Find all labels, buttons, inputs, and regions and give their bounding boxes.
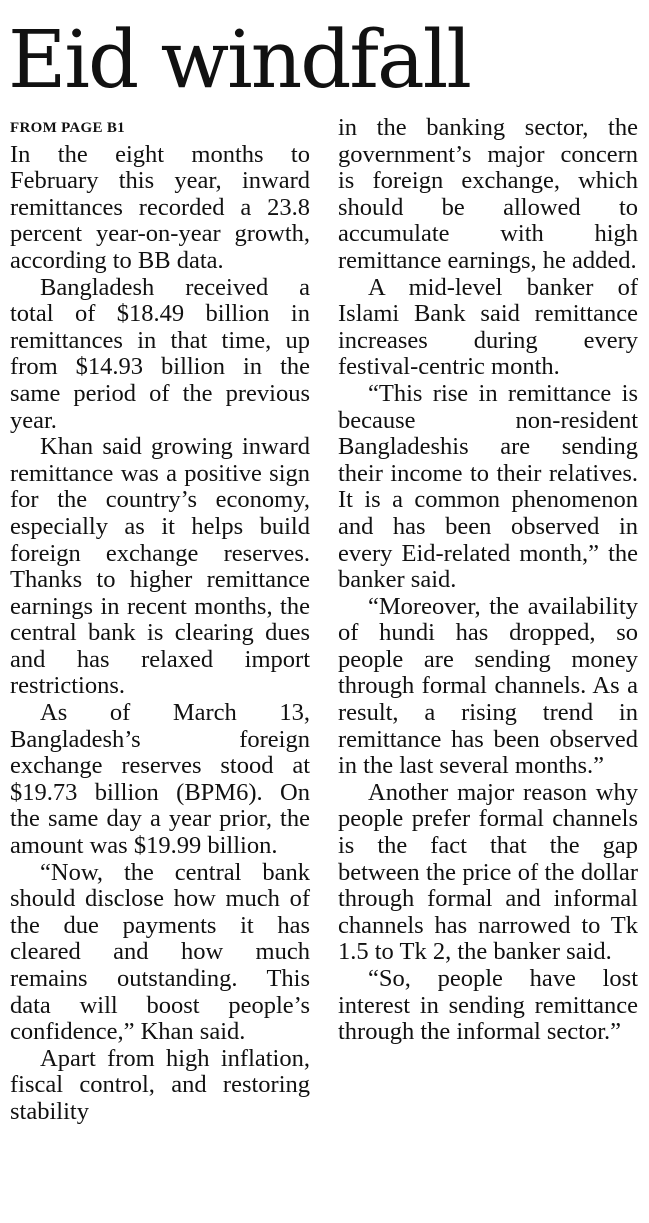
paragraph: in the banking sector, the government’s major concern is foreign exchange, which should be allowed to accumulate with high remittance earnings, he added.: [338, 114, 638, 274]
paragraph: “Moreover, the availability of hundi has dropped, so people are sending money through formal channels. As a result, a rising trend in remittance has been observed in the last several months.”: [338, 592, 638, 780]
paragraph: As of March 13, Bangladesh’s foreign exchange reserves stood at $19.73 billion (BPM6). On the same day a year prior, the amount was $19.99 billion.: [10, 699, 310, 860]
paragraph: A mid-level banker of Islami Bank said remittance increases during every festival-centric month.: [338, 273, 638, 381]
paragraph: Another major reason why people prefer formal channels is the fact that the gap between the price of the dollar through formal and informal channels has narrowed to Tk 1.5 to Tk 2, the banker said.: [338, 778, 638, 966]
paragraph: In the eight months to February this year, inward remittances recorded a 23.8 percent year-on-year growth, according to BB data.: [10, 140, 310, 274]
paragraph: “Now, the central bank should disclose how much of the due payments it has cleared and how much remains outstanding. This data will boost people’s confidence,” Khan said.: [10, 858, 310, 1046]
article-column-left: [10, 115, 310, 1126]
paragraph: “This rise in remittance is because non-resident Bangladeshis are sending their income to their relatives. It is a common phenomenon and has been observed in every Eid-related month,” the banker said.: [338, 379, 638, 594]
paragraph: “So, people have lost interest in sending remittance through the informal sector.”: [338, 965, 638, 1046]
headline: Eid windfall: [8, 13, 470, 106]
paragraph: Apart from high inflation, fiscal control, and restoring stability: [10, 1044, 310, 1125]
article-column-right: [338, 115, 638, 1046]
paragraph: Khan said growing inward remittance was a positive sign for the country’s economy, especially as it helps build foreign exchange reserves. Thanks to higher remittance earnings in recent months, the central bank is clearing dues and has relaxed import restrictions.: [10, 433, 310, 700]
paragraph: Bangladesh received a total of $18.49 billion in remittances in that time, up from $14.93 billion in the same period of the previous year.: [10, 273, 310, 434]
continued-from-label: FROM PAGE B1: [10, 120, 125, 136]
